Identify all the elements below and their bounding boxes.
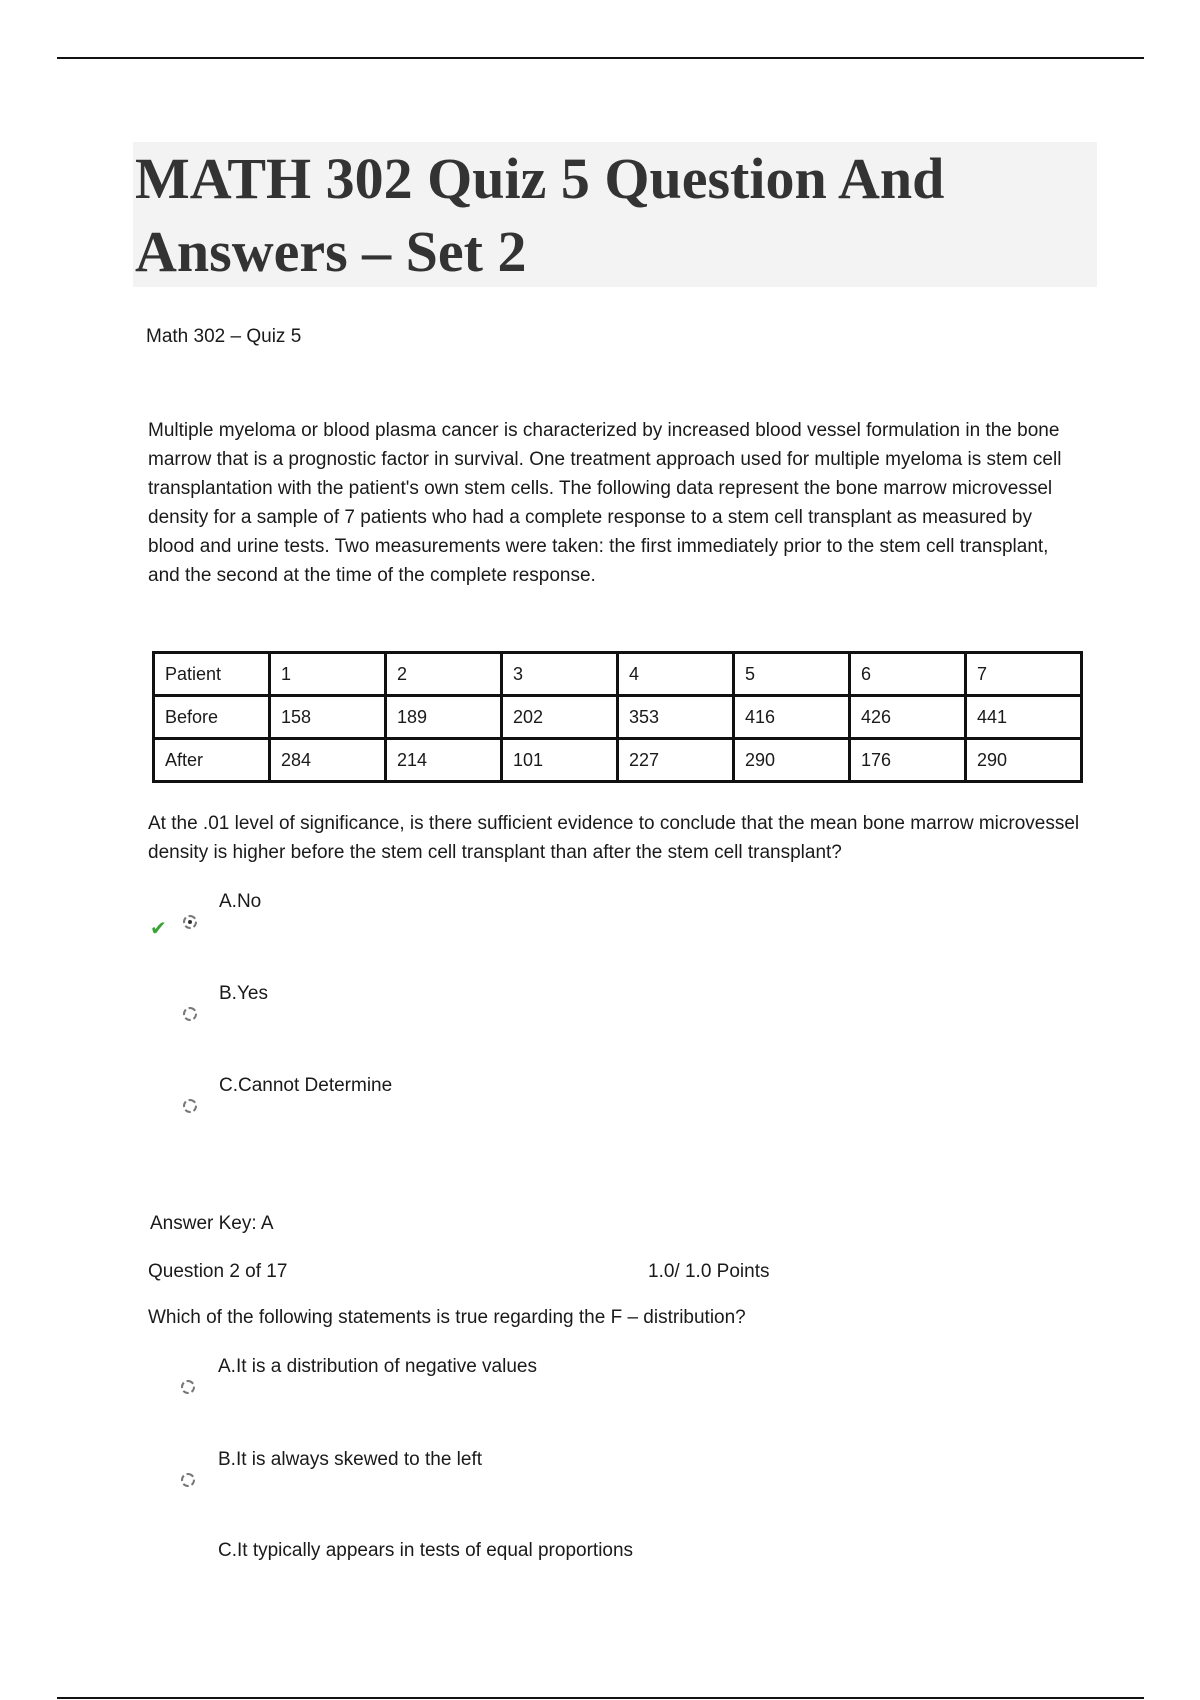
table-header-cell: Patient bbox=[154, 653, 270, 696]
q2-option-b-label: B.It is always skewed to the left bbox=[218, 1449, 483, 1470]
table-cell: 426 bbox=[850, 696, 966, 739]
table-cell: 227 bbox=[618, 739, 734, 782]
header-rule bbox=[57, 57, 1144, 59]
quiz-subtitle: Math 302 – Quiz 5 bbox=[146, 326, 302, 347]
question-2-points: 1.0/ 1.0 Points bbox=[648, 1261, 770, 1282]
question-2-prompt: Which of the following statements is true regarding the F – distribution? bbox=[148, 1307, 746, 1328]
table-cell: 353 bbox=[618, 696, 734, 739]
table-cell: 4 bbox=[618, 653, 734, 696]
table-cell: 158 bbox=[270, 696, 386, 739]
table-cell: 2 bbox=[386, 653, 502, 696]
question-2-number: Question 2 of 17 bbox=[148, 1261, 288, 1282]
table-cell: 189 bbox=[386, 696, 502, 739]
q2-option-c-label: C.It typically appears in tests of equal proportions bbox=[218, 1540, 634, 1561]
table-cell: 214 bbox=[386, 739, 502, 782]
q2-option-a-label: A.It is a distribution of negative values bbox=[218, 1356, 537, 1377]
option-c-label: C.Cannot Determine bbox=[219, 1075, 393, 1096]
q2-option-b-radio[interactable] bbox=[181, 1473, 195, 1487]
checkmark-icon: ✔ bbox=[150, 918, 167, 940]
page-title: MATH 302 Quiz 5 Question And Answers – Set 2 bbox=[135, 146, 945, 284]
table-cell: 3 bbox=[502, 653, 618, 696]
table-cell: 416 bbox=[734, 696, 850, 739]
table-cell: 441 bbox=[966, 696, 1082, 739]
table-cell: 101 bbox=[502, 739, 618, 782]
question-1-passage: Multiple myeloma or blood plasma cancer is characterized by increased blood vessel formulation in the bone marrow that is a prognostic factor in survival. One treatment approach used for multiple myeloma is stem cell transplantation with the patient's own stem cells. The following data represent the bone marrow microvessel density for a sample of 7 patients who had a complete response to a stem cell transplant as measured by blood and urine tests. Two measurements were taken: the first immediately prior to the stem cell transplant, and the second at the time of the complete response. bbox=[148, 420, 1062, 586]
table-row-before bbox=[154, 696, 1082, 739]
table-cell: 202 bbox=[502, 696, 618, 739]
option-b-label: B.Yes bbox=[219, 983, 268, 1004]
table-cell: 290 bbox=[966, 739, 1082, 782]
table-cell: 5 bbox=[734, 653, 850, 696]
table-row-after bbox=[154, 739, 1082, 782]
table-row-patient bbox=[154, 653, 1082, 696]
answer-key: Answer Key: A bbox=[150, 1213, 274, 1234]
table-cell: 7 bbox=[966, 653, 1082, 696]
option-a-radio[interactable] bbox=[183, 915, 197, 929]
table-header-cell: Before bbox=[154, 696, 270, 739]
microvessel-density-table bbox=[152, 651, 1083, 783]
table-header-cell: After bbox=[154, 739, 270, 782]
q2-option-a-radio[interactable] bbox=[181, 1380, 195, 1394]
question-1-prompt: At the .01 level of significance, is there sufficient evidence to conclude that the mean bone marrow microvessel density is higher before the stem cell transplant than after the stem cell transplant? bbox=[148, 813, 1080, 863]
footer-rule bbox=[57, 1697, 1144, 1699]
table-cell: 290 bbox=[734, 739, 850, 782]
table-cell: 284 bbox=[270, 739, 386, 782]
table-cell: 6 bbox=[850, 653, 966, 696]
table-cell: 176 bbox=[850, 739, 966, 782]
option-a-label: A.No bbox=[219, 891, 262, 912]
option-c-radio[interactable] bbox=[183, 1099, 197, 1113]
table-cell: 1 bbox=[270, 653, 386, 696]
option-b-radio[interactable] bbox=[183, 1007, 197, 1021]
